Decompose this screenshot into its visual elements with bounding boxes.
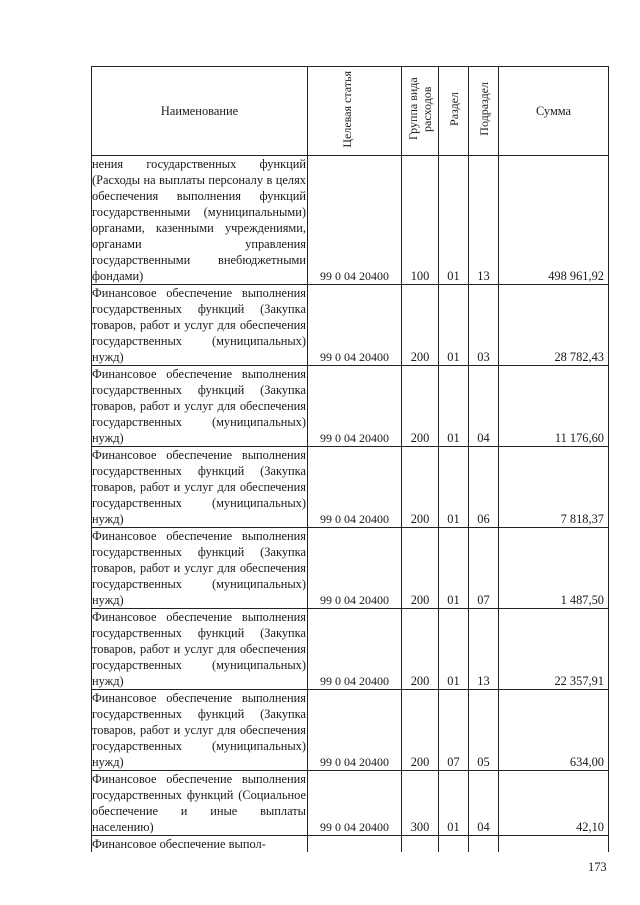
row-name: Финансовое обеспечение выполнения государственных функций (Социальное обеспечение и иные выплаты населению) [92,772,306,834]
row-article: 99 0 04 20400 [308,447,402,528]
header-subsection-label: Подраздел [476,82,491,136]
row-subsection: 04 [469,366,499,447]
header-sum-label: Сумма [535,104,572,118]
row-name: Финансовое обеспечение выполнения государственных функций (Закупка товаров, работ и услуг для обеспечения государственных (муниципальных) нужд) [92,448,306,526]
row-section: 01 [439,285,469,366]
row-name: Финансовое обеспечение выполнения государственных функций (Закупка товаров, работ и услуг для обеспечения государственных (муниципальных) нужд) [92,610,306,688]
header-section-label: Раздел [446,92,461,126]
table-row [92,528,609,609]
row-article: 99 0 04 20400 [308,609,402,690]
header-article-label: Целевая статья [339,70,354,148]
row-section [439,836,469,853]
row-name: Финансовое обеспечение выполнения государственных функций (Закупка товаров, работ и услуг для обеспечения государственных (муниципальных) нужд) [92,529,306,607]
row-name: Финансовое обеспечение выполнения государственных функций (Закупка товаров, работ и услуг для обеспечения государственных (муниципальных) нужд) [92,691,306,769]
row-article [308,836,402,853]
row-sum: 1 487,50 [499,528,609,609]
table-row [92,771,609,836]
table-row [92,156,609,285]
row-section: 01 [439,528,469,609]
header-section [439,67,469,156]
row-group: 200 [402,690,439,771]
row-article: 99 0 04 20400 [308,366,402,447]
table-row [92,366,609,447]
row-article: 99 0 04 20400 [308,528,402,609]
row-sum: 7 818,37 [499,447,609,528]
row-sum: 11 176,60 [499,366,609,447]
row-group: 100 [402,156,439,285]
table-row [92,690,609,771]
header-article [308,67,402,156]
row-section: 01 [439,366,469,447]
row-group: 200 [402,528,439,609]
row-article: 99 0 04 20400 [308,285,402,366]
row-subsection: 06 [469,447,499,528]
budget-table [91,66,609,852]
row-subsection: 07 [469,528,499,609]
row-section: 01 [439,609,469,690]
row-section: 01 [439,771,469,836]
row-group: 300 [402,771,439,836]
table-header-row [92,67,609,156]
row-article: 99 0 04 20400 [308,690,402,771]
header-group-label: Группа вида расходов [406,77,434,141]
row-group: 200 [402,447,439,528]
row-sum: 634,00 [499,690,609,771]
row-article: 99 0 04 20400 [308,156,402,285]
header-sum [499,67,609,156]
row-name: Финансовое обеспечение выполнения государственных функций (Закупка товаров, работ и услуг для обеспечения государственных (муниципальных) нужд) [92,367,306,445]
row-section: 01 [439,156,469,285]
row-group: 200 [402,609,439,690]
row-subsection: 03 [469,285,499,366]
row-sum [499,836,609,853]
row-group [402,836,439,853]
page-number: 173 [588,860,607,874]
row-sum: 22 357,91 [499,609,609,690]
row-group: 200 [402,366,439,447]
table-row [92,285,609,366]
row-name: Финансовое обеспечение выпол- [92,836,308,853]
row-article: 99 0 04 20400 [308,771,402,836]
row-subsection: 05 [469,690,499,771]
row-subsection: 04 [469,771,499,836]
row-subsection: 13 [469,156,499,285]
row-group: 200 [402,285,439,366]
row-subsection [469,836,499,853]
row-sum: 42,10 [499,771,609,836]
row-name: нения государственных функций (Расходы на выплаты персоналу в целях обеспечения выполнения функций государственными (муниципальными) органами, казенными учреждениями, органами управления государственными внебюджетными фондами) [92,157,306,283]
header-name [92,67,308,156]
table-row [92,447,609,528]
row-section: 07 [439,690,469,771]
header-name-label: Наименование [160,104,239,118]
row-name: Финансовое обеспечение выполнения государственных функций (Закупка товаров, работ и услуг для обеспечения государственных (муниципальных) нужд) [92,286,306,364]
row-subsection: 13 [469,609,499,690]
row-sum: 498 961,92 [499,156,609,285]
row-sum: 28 782,43 [499,285,609,366]
header-subsection [469,67,499,156]
header-group [402,67,439,156]
table-row [92,836,609,853]
row-section: 01 [439,447,469,528]
table-row [92,609,609,690]
